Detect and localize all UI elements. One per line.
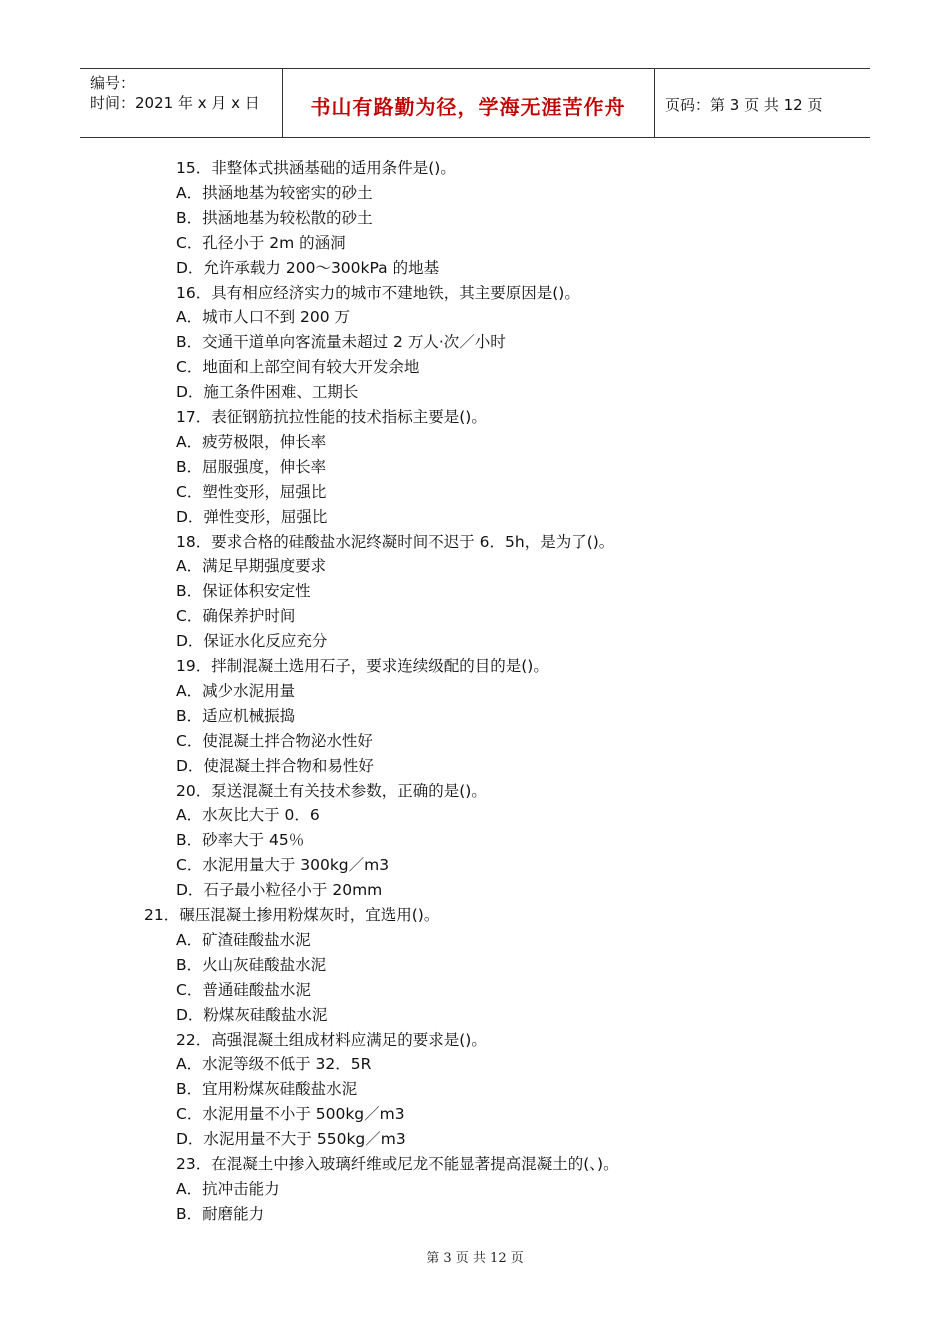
option-text: D．允许承载力 200～300kPa 的地基 [176, 259, 440, 277]
question-text: 20．泵送混凝土有关技术参数，正确的是()。 [176, 782, 487, 800]
page-footer: 第 3 页 共 12 页 [426, 1251, 524, 1266]
question-text: 17．表征钢筋抗拉性能的技术指标主要是()。 [176, 408, 487, 426]
header-motto-cell [282, 69, 655, 137]
option-text: C．水泥用量大于 300kg／m3 [176, 856, 390, 874]
option-text: D．使混凝土拌合物和易性好 [176, 757, 374, 775]
question-text: 16．具有相应经济实力的城市不建地铁，其主要原因是()。 [176, 284, 580, 302]
option-text: A．水灰比大于 0．6 [176, 806, 320, 824]
option-text: D．粉煤灰硅酸盐水泥 [176, 1006, 328, 1024]
option-text: A．城市人口不到 200 万 [176, 308, 351, 326]
option-text: B．火山灰硅酸盐水泥 [176, 956, 327, 974]
option-text: B．砂率大于 45％ [176, 831, 305, 849]
option-text: B．拱涵地基为较松散的砂土 [176, 209, 373, 227]
question-text: 23．在混凝土中掺入玻璃纤维或尼龙不能显著提高混凝土的(、)。 [176, 1155, 619, 1173]
motto-text: 书山有路勤为径，学海无涯苦作舟 [310, 95, 626, 119]
option-text: C．孔径小于 2m 的涵洞 [176, 234, 346, 252]
number-label: 编号： [90, 74, 136, 92]
option-text: D．石子最小粒径小于 20mm [176, 881, 383, 899]
option-text: A．疲劳极限，伸长率 [176, 433, 327, 451]
option-text: B．宜用粉煤灰硅酸盐水泥 [176, 1080, 358, 1098]
page-header [80, 68, 870, 138]
option-text: D．弹性变形，屈强比 [176, 508, 328, 526]
option-text: B．耐磨能力 [176, 1205, 265, 1223]
question-text: 21．碾压混凝土掺用粉煤灰时，宜选用()。 [144, 906, 440, 924]
option-text: D．施工条件困难、工期长 [176, 383, 359, 401]
option-text: D．保证水化反应充分 [176, 632, 328, 650]
option-text: C．确保养护时间 [176, 607, 296, 625]
option-text: B．屈服强度，伸长率 [176, 458, 327, 476]
option-text: A．拱涵地基为较密实的砂土 [176, 184, 373, 202]
option-text: B．交通干道单向客流量未超过 2 万人·次／小时 [176, 333, 506, 351]
option-text: A．水泥等级不低于 32．5R [176, 1055, 372, 1073]
question-text: 22．高强混凝土组成材料应满足的要求是()。 [176, 1031, 487, 1049]
option-text: B．保证体积安定性 [176, 582, 311, 600]
question-text: 15．非整体式拱涵基础的适用条件是()。 [176, 159, 456, 177]
option-text: C．地面和上部空间有较大开发余地 [176, 358, 420, 376]
option-text: C．水泥用量不小于 500kg／m3 [176, 1105, 405, 1123]
page-info: 页码：第 3 页 共 12 页 [665, 96, 823, 114]
option-text: C．塑性变形，屈强比 [176, 483, 327, 501]
time-label: 时间：2021 年 x 月 x 日 [90, 94, 260, 112]
option-text: A．满足早期强度要求 [176, 557, 327, 575]
question-text: 18．要求合格的硅酸盐水泥终凝时间不迟于 6．5h，是为了()。 [176, 533, 615, 551]
option-text: A．抗冲击能力 [176, 1180, 280, 1198]
header-meta-cell [80, 69, 283, 137]
question-text: 19．拌制混凝土选用石子，要求连续级配的目的是()。 [176, 657, 549, 675]
option-text: D．水泥用量不大于 550kg／m3 [176, 1130, 406, 1148]
option-text: C．使混凝土拌合物泌水性好 [176, 732, 373, 750]
header-page-cell [655, 69, 870, 137]
option-text: C．普通硅酸盐水泥 [176, 981, 311, 999]
option-text: A．减少水泥用量 [176, 682, 296, 700]
option-text: B．适应机械振捣 [176, 707, 296, 725]
option-text: A．矿渣硅酸盐水泥 [176, 931, 311, 949]
